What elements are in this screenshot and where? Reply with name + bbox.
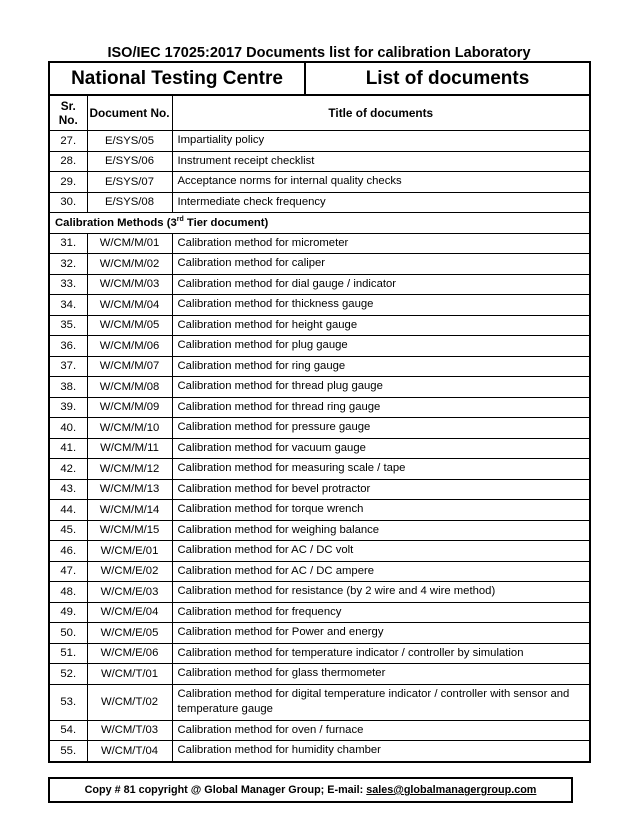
document-no-cell: W/CM/E/02 (87, 561, 172, 582)
document-no-cell: W/CM/M/08 (87, 377, 172, 398)
table-row (49, 295, 590, 316)
document-title-cell: Calibration method for digital temperature indicator / controller with sensor and temperature gauge (172, 684, 590, 720)
document-title-cell: Calibration method for dial gauge / indicator (172, 274, 590, 295)
document-no-cell: W/CM/M/15 (87, 520, 172, 541)
document-no-cell: W/CM/M/07 (87, 356, 172, 377)
documents-table (48, 61, 591, 763)
organization-name: National Testing Centre (49, 62, 305, 95)
document-no-cell: W/CM/M/11 (87, 438, 172, 459)
table-row (49, 520, 590, 541)
table-row (49, 602, 590, 623)
footer-email-link[interactable]: sales@globalmanagergroup.com (366, 784, 537, 796)
table-row (49, 151, 590, 172)
document-title-cell: Calibration method for height gauge (172, 315, 590, 336)
table-row (49, 459, 590, 480)
sr-no-cell: 38. (49, 377, 87, 398)
document-no-cell: E/SYS/06 (87, 151, 172, 172)
table-row (49, 741, 590, 762)
sr-no-cell: 54. (49, 720, 87, 741)
sr-no-cell: 34. (49, 295, 87, 316)
sr-no-cell: 45. (49, 520, 87, 541)
sr-no-cell: 55. (49, 741, 87, 762)
sr-no-cell: 51. (49, 643, 87, 664)
section-heading-suffix: Tier document) (183, 216, 269, 229)
sr-no-cell: 46. (49, 541, 87, 562)
table-row (49, 720, 590, 741)
table-row (49, 233, 590, 254)
document-no-cell: W/CM/M/13 (87, 479, 172, 500)
table-row (49, 438, 590, 459)
sr-no-cell: 40. (49, 418, 87, 439)
document-no-cell: W/CM/E/06 (87, 643, 172, 664)
document-no-cell: W/CM/T/01 (87, 664, 172, 685)
table-row (49, 643, 590, 664)
table-row (49, 131, 590, 152)
document-title-cell: Calibration method for measuring scale / tape (172, 459, 590, 480)
column-header-title: Title of documents (172, 95, 590, 131)
document-no-cell: W/CM/M/05 (87, 315, 172, 336)
document-title-cell: Calibration method for thread plug gauge (172, 377, 590, 398)
document-title-cell: Intermediate check frequency (172, 192, 590, 213)
sr-no-cell: 47. (49, 561, 87, 582)
table-row (49, 664, 590, 685)
document-title-cell: Acceptance norms for internal quality checks (172, 172, 590, 193)
document-title-cell: Calibration method for temperature indicator / controller by simulation (172, 643, 590, 664)
sr-no-cell: 37. (49, 356, 87, 377)
document-no-cell: W/CM/T/02 (87, 684, 172, 720)
table-row (49, 336, 590, 357)
document-no-cell: W/CM/M/14 (87, 500, 172, 521)
document-no-cell: W/CM/M/12 (87, 459, 172, 480)
footer-copyright: Copy # 81 copyright @ Global Manager Group; E-mail: (84, 784, 367, 796)
document-no-cell: E/SYS/07 (87, 172, 172, 193)
sr-no-cell: 30. (49, 192, 87, 213)
sr-no-cell: 53. (49, 684, 87, 720)
table-row (49, 479, 590, 500)
document-no-cell: W/CM/T/04 (87, 741, 172, 762)
document-title-cell: Calibration method for AC / DC volt (172, 541, 590, 562)
table-row (49, 397, 590, 418)
section-heading (49, 213, 590, 234)
document-title-cell: Calibration method for Power and energy (172, 623, 590, 644)
sr-no-cell: 49. (49, 602, 87, 623)
sr-no-cell: 41. (49, 438, 87, 459)
document-no-cell: W/CM/E/05 (87, 623, 172, 644)
column-header-sr-no: Sr. No. (49, 95, 87, 131)
table-row (49, 254, 590, 275)
table-row (49, 274, 590, 295)
list-title: List of documents (305, 62, 590, 95)
document-no-cell: W/CM/M/06 (87, 336, 172, 357)
sr-no-cell: 44. (49, 500, 87, 521)
sr-no-cell: 36. (49, 336, 87, 357)
table-row (49, 500, 590, 521)
document-title-cell: Calibration method for micrometer (172, 233, 590, 254)
document-title-cell: Calibration method for weighing balance (172, 520, 590, 541)
document-no-cell: W/CM/T/03 (87, 720, 172, 741)
document-title-cell: Calibration method for resistance (by 2 wire and 4 wire method) (172, 582, 590, 603)
table-row (49, 684, 590, 720)
sr-no-cell: 29. (49, 172, 87, 193)
sr-no-cell: 31. (49, 233, 87, 254)
page-title: ISO/IEC 17025:2017 Documents list for calibration Laboratory (107, 45, 531, 61)
document-no-cell: W/CM/M/10 (87, 418, 172, 439)
table-row (49, 623, 590, 644)
table-header-row (49, 62, 590, 95)
table-row (49, 377, 590, 398)
document-title-cell: Calibration method for pressure gauge (172, 418, 590, 439)
document-title-cell: Calibration method for torque wrench (172, 500, 590, 521)
document-title-cell: Calibration method for oven / furnace (172, 720, 590, 741)
table-row (49, 561, 590, 582)
table-row (49, 418, 590, 439)
document-title-cell: Calibration method for frequency (172, 602, 590, 623)
document-title-cell: Calibration method for humidity chamber (172, 741, 590, 762)
document-title-cell: Calibration method for thread ring gauge (172, 397, 590, 418)
sr-no-cell: 35. (49, 315, 87, 336)
sr-no-cell: 43. (49, 479, 87, 500)
sr-no-cell: 28. (49, 151, 87, 172)
document-title-cell: Calibration method for ring gauge (172, 356, 590, 377)
table-row (49, 192, 590, 213)
document-no-cell: W/CM/M/09 (87, 397, 172, 418)
column-header-row (49, 95, 590, 131)
document-title-cell: Impartiality policy (172, 131, 590, 152)
document-no-cell: W/CM/M/02 (87, 254, 172, 275)
document-no-cell: E/SYS/08 (87, 192, 172, 213)
sr-no-cell: 48. (49, 582, 87, 603)
document-no-cell: W/CM/E/04 (87, 602, 172, 623)
document-no-cell: W/CM/E/01 (87, 541, 172, 562)
table-row (49, 315, 590, 336)
table-row (49, 582, 590, 603)
document-no-cell: E/SYS/05 (87, 131, 172, 152)
document-title-cell: Calibration method for caliper (172, 254, 590, 275)
table-row (49, 356, 590, 377)
sr-no-cell: 27. (49, 131, 87, 152)
document-title-cell: Calibration method for AC / DC ampere (172, 561, 590, 582)
document-title-cell: Instrument receipt checklist (172, 151, 590, 172)
document-no-cell: W/CM/M/03 (87, 274, 172, 295)
footer (48, 777, 573, 803)
table-row (49, 541, 590, 562)
sr-no-cell: 52. (49, 664, 87, 685)
sr-no-cell: 50. (49, 623, 87, 644)
table-row (49, 172, 590, 193)
sr-no-cell: 32. (49, 254, 87, 275)
document-title-cell: Calibration method for bevel protractor (172, 479, 590, 500)
document-title-cell: Calibration method for thickness gauge (172, 295, 590, 316)
sr-no-cell: 42. (49, 459, 87, 480)
document-no-cell: W/CM/E/03 (87, 582, 172, 603)
document-no-cell: W/CM/M/01 (87, 233, 172, 254)
document-title-cell: Calibration method for plug gauge (172, 336, 590, 357)
section-row (49, 213, 590, 234)
sr-no-cell: 33. (49, 274, 87, 295)
section-heading-prefix: Calibration Methods (3 (55, 216, 177, 229)
document-title-cell: Calibration method for vacuum gauge (172, 438, 590, 459)
column-header-document-no: Document No. (87, 95, 172, 131)
document-no-cell: W/CM/M/04 (87, 295, 172, 316)
sr-no-cell: 39. (49, 397, 87, 418)
document-title-cell: Calibration method for glass thermometer (172, 664, 590, 685)
section-heading-superscript: rd (176, 215, 184, 223)
